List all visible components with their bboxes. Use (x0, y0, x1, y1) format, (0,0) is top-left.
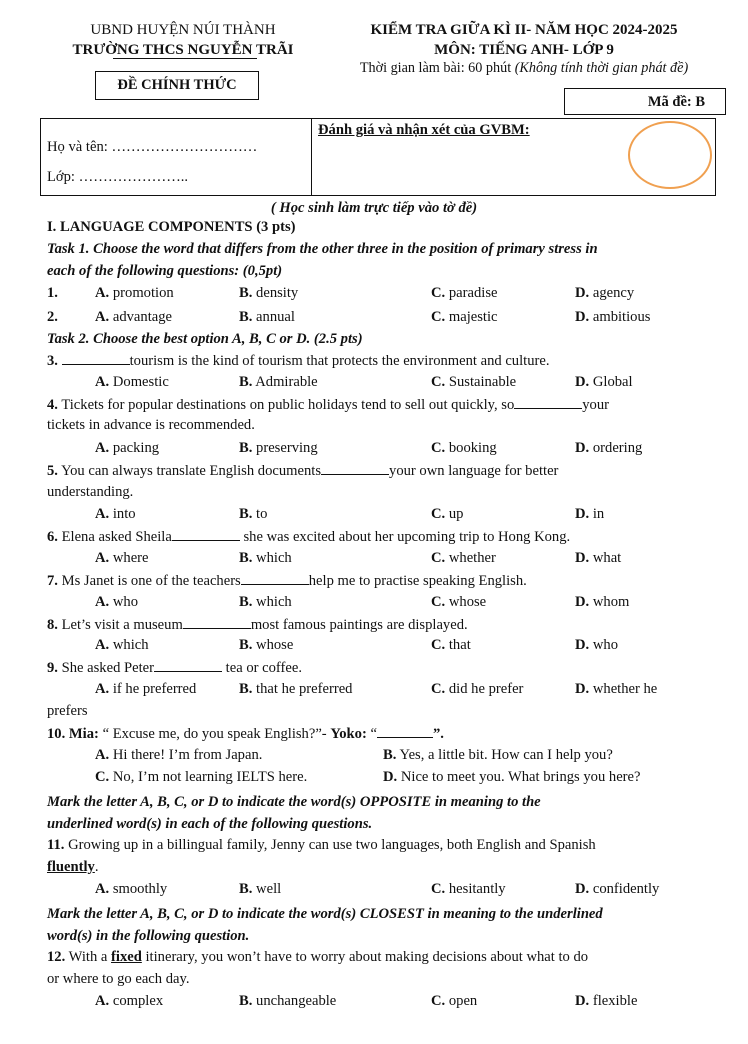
answer-blank[interactable] (241, 572, 309, 585)
option-d[interactable]: D. who (575, 637, 618, 653)
option-c[interactable]: C. that (431, 637, 471, 653)
time-text: Thời gian làm bài: 60 phút (359, 60, 512, 76)
closest-instruction-line2: word(s) in the following question. (47, 928, 250, 944)
option-a[interactable]: A. advantage (95, 309, 173, 325)
instruction-note: ( Học sinh làm trực tiếp vào tờ đề) (270, 200, 478, 216)
option-a[interactable]: A. complex (95, 993, 164, 1009)
option-d[interactable]: D. ordering (575, 440, 643, 456)
task2-title: Task 2. Choose the best option A, B, C or D. (2.5 pts) (47, 331, 363, 347)
option-a[interactable]: A. Hi there! I’m from Japan. (95, 747, 263, 763)
option-a[interactable]: A. where (95, 550, 149, 566)
question-12: 12. With a fixed itinerary, you won’t have to worry about making decisions about what to do (47, 949, 589, 965)
option-b[interactable]: B. Admirable (239, 374, 318, 390)
closest-instruction-line1: Mark the letter A, B, C, or D to indicate the word(s) CLOSEST in meaning to the underlined (47, 906, 603, 922)
option-a[interactable]: A. into (95, 506, 136, 522)
option-c[interactable]: C. whose (431, 594, 487, 610)
answer-blank[interactable] (321, 462, 389, 475)
underlined-word: fluently (47, 859, 95, 875)
option-d[interactable]: D. what (575, 550, 622, 566)
option-b[interactable]: B. to (239, 506, 268, 522)
question-6: 6. Elena asked Sheila she was excited about her upcoming trip to Hong Kong. (47, 529, 571, 545)
option-c[interactable]: C. up (431, 506, 464, 522)
opposite-instruction-line2: underlined word(s) in each of the following questions. (47, 816, 373, 832)
task1-title-line2: each of the following questions: (0,5pt) (47, 263, 283, 279)
option-a[interactable]: A. promotion (95, 285, 174, 301)
official-box: ĐỀ CHÍNH THỨC (95, 71, 259, 100)
option-c[interactable]: C. paradise (431, 285, 498, 301)
option-a[interactable]: A. if he preferred (95, 681, 197, 697)
question-number: 2. (47, 309, 58, 325)
question-5-line2: understanding. (47, 484, 134, 500)
option-a[interactable]: A. who (95, 594, 138, 610)
section-heading: I. LANGUAGE COMPONENTS (3 pts) (47, 219, 296, 235)
option-d[interactable]: D. flexible (575, 993, 638, 1009)
option-b[interactable]: B. which (239, 550, 292, 566)
time-note: (Không tính thời gian phát đề) (514, 60, 689, 76)
option-a[interactable]: A. which (95, 637, 149, 653)
student-class-field[interactable]: Lớp: ………………….. (47, 169, 189, 185)
teacher-assessment-label: Đánh giá và nhận xét của GVBM: (318, 122, 530, 138)
info-table-divider (311, 118, 312, 196)
option-c[interactable]: C. majestic (431, 309, 498, 325)
option-c[interactable]: C. No, I’m not learning IELTS here. (95, 769, 308, 785)
option-a[interactable]: A. packing (95, 440, 160, 456)
question-9: 9. She asked Peter tea or coffee. (47, 660, 302, 676)
opposite-instruction-line1: Mark the letter A, B, C, or D to indicate the word(s) OPPOSITE in meaning to the (47, 794, 541, 810)
option-b[interactable]: B. Yes, a little bit. How can I help you? (383, 747, 613, 763)
question-11-line2: fluently. (47, 859, 99, 875)
header-right (336, 20, 712, 60)
question-10: 10. Mia: “ Excuse me, do you speak English?”- Yoko: “ ”. (47, 726, 444, 742)
answer-blank[interactable] (183, 616, 251, 629)
school-name: TRƯỜNG THCS NGUYỄN TRÃI (72, 42, 294, 58)
option-b[interactable]: B. unchangeable (239, 993, 337, 1009)
student-name-field[interactable]: Họ và tên: ………………………… (47, 139, 258, 155)
option-c[interactable]: C. booking (431, 440, 497, 456)
authority-name: UBND HUYỆN NÚI THÀNH (90, 22, 276, 38)
question-4-line2: tickets in advance is recommended. (47, 417, 255, 433)
option-d[interactable]: D. Nice to meet you. What brings you here? (383, 769, 641, 785)
answer-blank[interactable] (172, 528, 240, 541)
header-left (52, 20, 314, 60)
option-d[interactable]: D. Global (575, 374, 633, 390)
question-5: 5. You can always translate English documents your own language for better (47, 463, 559, 479)
option-b[interactable]: B. preserving (239, 440, 318, 456)
option-b[interactable]: B. which (239, 594, 292, 610)
option-b[interactable]: B. whose (239, 637, 294, 653)
question-3: 3. tourism is the kind of tourism that protects the environment and culture. (47, 353, 550, 369)
exam-title: KIỂM TRA GIỮA KÌ II- NĂM HỌC 2024-2025 (370, 22, 678, 38)
question-number: 1. (47, 285, 58, 301)
question-11: 11. Growing up in a billingual family, Jenny can use two languages, both English and Spanish (47, 837, 596, 853)
answer-blank[interactable] (62, 352, 130, 365)
underlined-word: fixed (111, 949, 142, 965)
option-a[interactable]: A. smoothly (95, 881, 168, 897)
option-c[interactable]: C. hesitantly (431, 881, 506, 897)
question-7: 7. Ms Janet is one of the teachers help me to practise speaking English. (47, 573, 527, 589)
option-c[interactable]: C. open (431, 993, 478, 1009)
option-d[interactable]: D. whether he (575, 681, 658, 697)
option-c[interactable]: C. whether (431, 550, 496, 566)
task1-title-line1: Task 1. Choose the word that differs from the other three in the position of primary stress in (47, 241, 598, 257)
question-12-line2: or where to go each day. (47, 971, 190, 987)
option-d[interactable]: D. agency (575, 285, 635, 301)
stamp-circle (628, 121, 712, 189)
header-underline (113, 58, 257, 59)
option-b[interactable]: B. density (239, 285, 299, 301)
time-info (336, 60, 712, 77)
option-b[interactable]: B. well (239, 881, 282, 897)
option-d[interactable]: D. in (575, 506, 605, 522)
exam-code-box: Mã đề: B (564, 88, 726, 115)
option-b[interactable]: B. annual (239, 309, 295, 325)
subject: MÔN: TIẾNG ANH- LỚP 9 (434, 42, 614, 58)
answer-blank[interactable] (377, 725, 433, 738)
option-a[interactable]: A. Domestic (95, 374, 169, 390)
question-8: 8. Let’s visit a museum most famous paintings are displayed. (47, 617, 468, 633)
option-c[interactable]: C. did he prefer (431, 681, 524, 697)
question-9-option-d-continued: prefers (47, 703, 88, 719)
option-d[interactable]: D. whom (575, 594, 630, 610)
option-b[interactable]: B. that he preferred (239, 681, 353, 697)
question-4: 4. Tickets for popular destinations on public holidays tend to sell out quickly, so your (47, 397, 610, 413)
option-d[interactable]: D. ambitious (575, 309, 651, 325)
answer-blank[interactable] (154, 659, 222, 672)
answer-blank[interactable] (514, 396, 582, 409)
option-d[interactable]: D. confidently (575, 881, 660, 897)
option-c[interactable]: C. Sustainable (431, 374, 517, 390)
